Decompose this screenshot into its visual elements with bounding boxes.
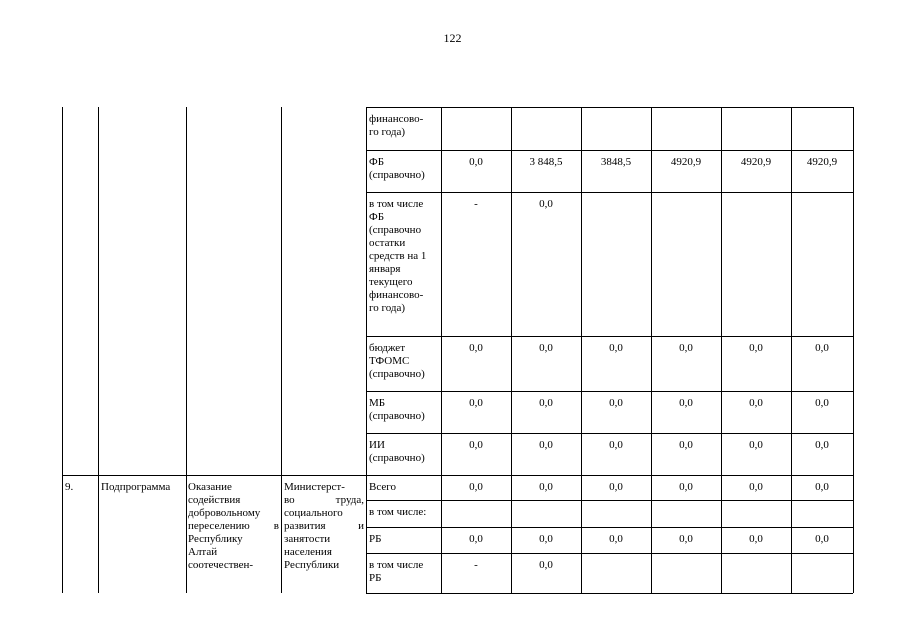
grid-line-v-0: [62, 107, 63, 593]
grid-line-v-11: [853, 107, 854, 593]
section-name-line: Оказание: [188, 481, 232, 493]
value-cell: 4920,9: [670, 156, 702, 168]
value-cell: 0,0: [815, 533, 829, 545]
value-cell: 0,0: [539, 439, 553, 451]
value-cell: 0,0: [815, 342, 829, 354]
value-cell: 0,0: [469, 397, 483, 409]
value-cell: 0,0: [679, 481, 693, 493]
row-label: в том числе ФБ (справочно остатки средств на 1 января текущего финансово- го года): [369, 198, 427, 314]
section-executor-line: Республики: [284, 559, 340, 571]
value-cell: 0,0: [539, 481, 553, 493]
value-cell: 0,0: [539, 533, 553, 545]
grid-line-h-bottom: [366, 593, 853, 594]
value-cell: -: [474, 559, 478, 571]
value-cell: 0,0: [469, 342, 483, 354]
grid-line-h-5: [366, 433, 853, 434]
value-cell: 0,0: [609, 397, 623, 409]
row-label: Всего: [369, 481, 396, 493]
section-name-line: Алтай: [188, 546, 218, 558]
value-cell: 3848,5: [600, 156, 632, 168]
page-number: 122: [443, 31, 462, 45]
section-executor-line: Министерст-: [284, 481, 345, 493]
section-name-line: добровольному: [188, 507, 261, 519]
grid-line-v-1: [98, 107, 99, 593]
section-type: Подпрограмма: [101, 481, 171, 493]
grid-line-v-3: [281, 107, 282, 593]
value-cell: 0,0: [815, 439, 829, 451]
value-cell: 4920,9: [740, 156, 772, 168]
grid-line-h-7: [366, 500, 853, 501]
section-executor-line: развития и: [284, 520, 364, 532]
value-cell: 0,0: [609, 342, 623, 354]
value-cell: 0,0: [469, 481, 483, 493]
section-name-line: Республику: [188, 533, 243, 545]
value-cell: 0,0: [539, 397, 553, 409]
section-executor-line: во труда,: [284, 494, 364, 506]
value-cell: 0,0: [679, 342, 693, 354]
grid-line-h-4: [366, 391, 853, 392]
value-cell: 0,0: [469, 533, 483, 545]
value-cell: 0,0: [609, 439, 623, 451]
value-cell: 0,0: [749, 481, 763, 493]
value-cell: 0,0: [815, 397, 829, 409]
value-cell: 0,0: [609, 533, 623, 545]
grid-line-h-6: [62, 475, 853, 476]
grid-line-h-1: [366, 150, 853, 151]
section-executor-line: населения: [284, 546, 332, 558]
row-label: бюджет ТФОМС (справочно): [369, 342, 425, 380]
row-label: в том числе:: [369, 506, 427, 518]
value-cell: 0,0: [679, 397, 693, 409]
section-name-line: соотечествен-: [188, 559, 254, 571]
value-cell: 0,0: [539, 342, 553, 354]
grid-line-h-2: [366, 192, 853, 193]
row-label: финансово- го года): [369, 113, 424, 138]
value-cell: 0,0: [679, 439, 693, 451]
section-name-line: содействия: [188, 494, 241, 506]
grid-line-v-2: [186, 107, 187, 593]
section-executor-line: социального: [284, 507, 343, 519]
row-label: ФБ (справочно): [369, 156, 425, 181]
section-name-line: переселению в: [188, 520, 279, 532]
value-cell: 0,0: [815, 481, 829, 493]
grid-line-h-top: [366, 107, 853, 108]
section-executor-line: занятости: [284, 533, 331, 545]
grid-line-h-3: [366, 336, 853, 337]
value-cell: -: [474, 198, 478, 210]
value-cell: 0,0: [469, 439, 483, 451]
row-label: МБ (справочно): [369, 397, 425, 422]
value-cell: 0,0: [749, 439, 763, 451]
value-cell: 0,0: [679, 533, 693, 545]
grid-line-h-9: [366, 553, 853, 554]
value-cell: 4920,9: [806, 156, 838, 168]
value-cell: 0,0: [539, 559, 553, 571]
row-label: в том числе РБ: [369, 559, 424, 584]
value-cell: 0,0: [749, 397, 763, 409]
value-cell: 0,0: [609, 481, 623, 493]
value-cell: 0,0: [749, 342, 763, 354]
value-cell: 0,0: [749, 533, 763, 545]
value-cell: 0,0: [539, 198, 553, 210]
row-label: РБ: [369, 533, 382, 545]
grid-line-h-8: [366, 527, 853, 528]
section-number: 9.: [65, 481, 74, 493]
row-label: ИИ (справочно): [369, 439, 425, 464]
value-cell: 0,0: [469, 156, 483, 168]
value-cell: 3 848,5: [529, 156, 563, 168]
grid-line-v-4: [366, 107, 367, 593]
